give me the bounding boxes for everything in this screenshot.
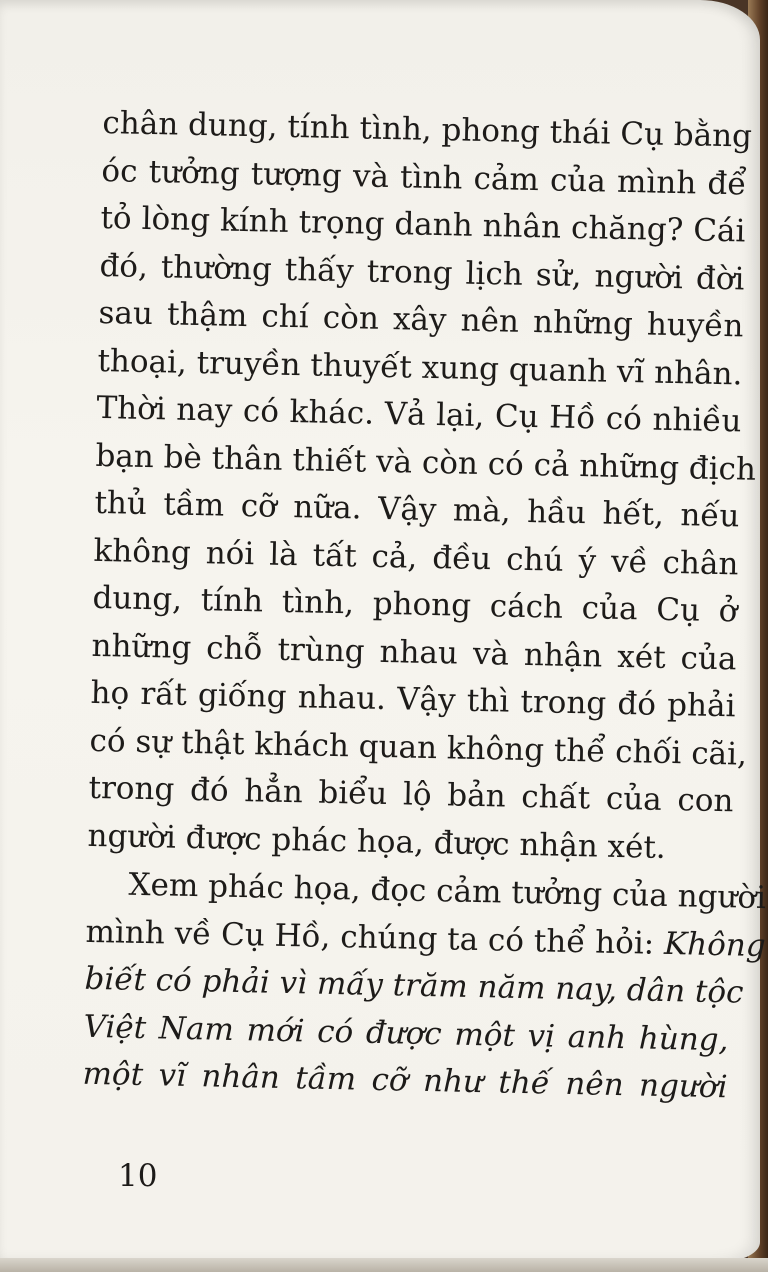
text-line: chân dung, tính tình, phong thái Cụ bằng [102,104,753,155]
text-line: Xem phác họa, đọc cảm tưởng của người [128,866,767,917]
italic-line: Việt Nam mới có được một vị anh hùng, [83,1008,729,1058]
text-line: người được phác họa, được nhận xét. [87,817,667,866]
text-italic-segment: Không [663,925,767,964]
text-line: bạn bè thân thiết và còn có cả những địch [95,437,757,488]
body-text [82,100,767,1112]
paragraph-1 [87,100,757,873]
text-line: không nói là tất cả, đều chú ý về chân [93,532,739,582]
text-line: thủ tầm cỡ nữa. Vậy mà, hầu hết, nếu [94,484,740,535]
page-number: 10 [118,1158,158,1194]
page-stack-edge [0,1258,768,1272]
text-line: trong đó hẳn biểu lộ bản chất của con [88,769,734,820]
text-line: đó, thường thấy trong lịch sử, người đời [99,247,745,297]
text-line: Thời nay có khác. Vả lại, Cụ Hồ có nhiều [96,389,742,440]
text-line: thoại, truyền thuyết xung quanh vĩ nhân. [97,342,743,392]
text-line: dung, tính tình, phong cách của Cụ ở [92,579,738,630]
text-line: những chỗ trùng nhau và nhận xét của [91,627,737,677]
italic-line: một vĩ nhân tầm cỡ như thế nên người [82,1055,728,1106]
text-line: họ rất giống nhau. Vậy thì trong đó phải [90,674,736,725]
text-line: có sự thật khách quan không thể chối cãi, [89,722,748,773]
text-line: sau thậm chí còn xây nên những huyền [98,294,744,345]
text-line: tỏ lòng kính trọng danh nhân chăng? Cái [100,199,746,250]
text-normal-segment: mình về Cụ Hồ, chúng ta có thể hỏi: [85,913,665,962]
text-line: óc tưởng tượng và tình cảm của mình để [101,152,747,202]
italic-line: biết có phải vì mấy trăm năm nay, dân tộc [84,960,744,1011]
paragraph-2 [82,861,767,1112]
